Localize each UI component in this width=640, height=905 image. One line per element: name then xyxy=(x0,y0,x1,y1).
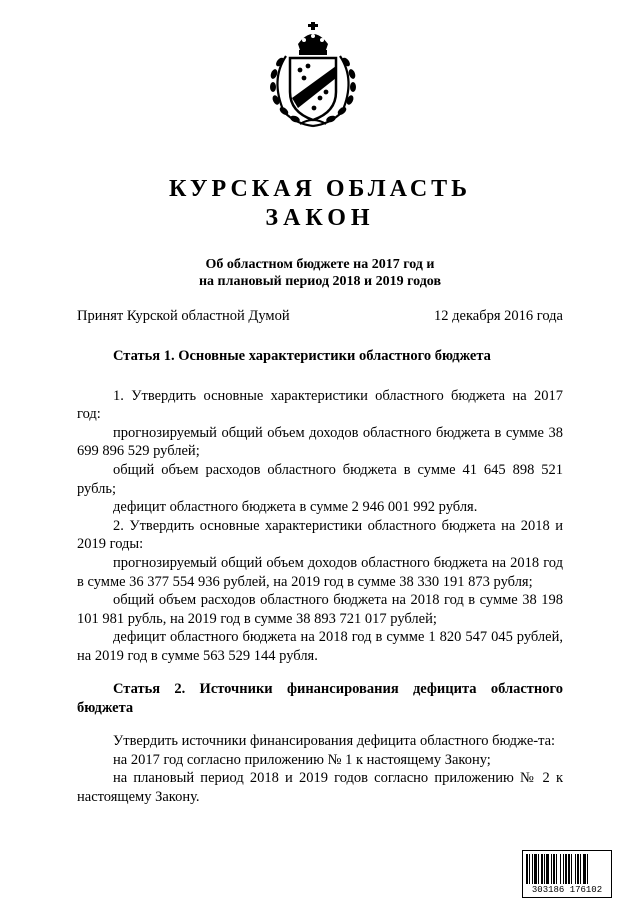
barcode-number: 303186 176102 xyxy=(531,885,603,895)
article-2-paragraph: на 2017 год согласно приложению № 1 к настоящему Закону; xyxy=(113,751,491,768)
adoption-date: 12 декабря 2016 года xyxy=(434,308,563,324)
barcode-bar xyxy=(544,854,545,884)
article-2-paragraph: на плановый период 2018 и 2019 годов согласно приложению № 2 к настоящему Закону. xyxy=(77,770,563,805)
barcode-bar xyxy=(587,854,588,884)
barcode-bar xyxy=(575,854,576,884)
article-1-paragraph: прогнозируемый общий объем доходов областного бюджета в сумме 38 699 896 529 рублей; xyxy=(77,424,563,460)
barcode-bars-icon xyxy=(526,854,608,884)
law-subject xyxy=(170,256,470,290)
article-1-paragraph: общий объем расходов областного бюджета на 2018 год в сумме 38 198 101 981 рубль, на 2019 год в сумме 38 893 721 017 рублей; xyxy=(77,592,563,627)
barcode-bar xyxy=(553,854,555,884)
barcode-bar xyxy=(526,854,528,884)
barcode-bar xyxy=(563,854,564,884)
barcode-bar xyxy=(580,854,581,884)
article-1-heading: Статья 1. Основные характеристики областного бюджета xyxy=(113,348,491,364)
article-2-heading: Статья 2. Источники финансирования дефицита областного бюджета xyxy=(77,681,563,716)
law-subject-line-2: на плановый период 2018 и 2019 годов xyxy=(198,274,442,289)
barcode-bar xyxy=(577,854,579,884)
barcode-bar xyxy=(541,854,543,884)
adoption-line xyxy=(77,307,563,325)
barcode-bar xyxy=(571,854,572,884)
barcode-bar xyxy=(556,854,557,884)
article-1-paragraph: 2. Утвердить основные характеристики областного бюджета на 2018 и 2019 годы: xyxy=(77,517,563,553)
barcode-bar xyxy=(538,854,539,884)
article-2-paragraph: Утвердить источники финансирования дефицита областного бюдже-та: xyxy=(113,733,556,750)
article-1-paragraph: дефицит областного бюджета в сумме 2 946 001 992 рубля. xyxy=(113,499,478,516)
barcode-bar xyxy=(532,854,533,884)
document-type: ЗАКОН xyxy=(265,205,375,231)
article-1-paragraph: 1. Утвердить основные характеристики областного бюджета на 2017 год: xyxy=(77,387,563,423)
barcode-bar xyxy=(529,854,530,884)
article-1-paragraph: дефицит областного бюджета на 2018 год в сумме 1 820 547 045 рублей, на 2019 год в сумме 563 529 144 рубля. xyxy=(77,629,563,664)
barcode-bar xyxy=(560,854,561,884)
barcode-bar xyxy=(534,854,537,884)
barcode-bar xyxy=(551,854,552,884)
barcode-bar xyxy=(583,854,586,884)
coat-of-arms-icon xyxy=(262,20,364,128)
adopting-body: Принят Курской областной Думой xyxy=(77,308,290,324)
barcode-bar xyxy=(565,854,567,884)
region-title: КУРСКАЯ ОБЛАСТЬ xyxy=(168,176,472,202)
barcode-bar xyxy=(568,854,570,884)
article-1 xyxy=(77,347,563,666)
law-subject-line-1: Об областном бюджете на 2017 год и xyxy=(205,257,435,272)
barcode-bar xyxy=(546,854,549,884)
article-1-paragraph: общий объем расходов областного бюджета в сумме 41 645 898 521 рубль; xyxy=(77,461,563,497)
article-1-paragraph: прогнозируемый общий объем доходов областного бюджета на 2018 год в сумме 36 377 554 936 рублей, на 2019 год в сумме 38 330 191 873 рубля; xyxy=(77,554,563,590)
article-2 xyxy=(77,680,563,807)
barcode xyxy=(522,850,612,898)
